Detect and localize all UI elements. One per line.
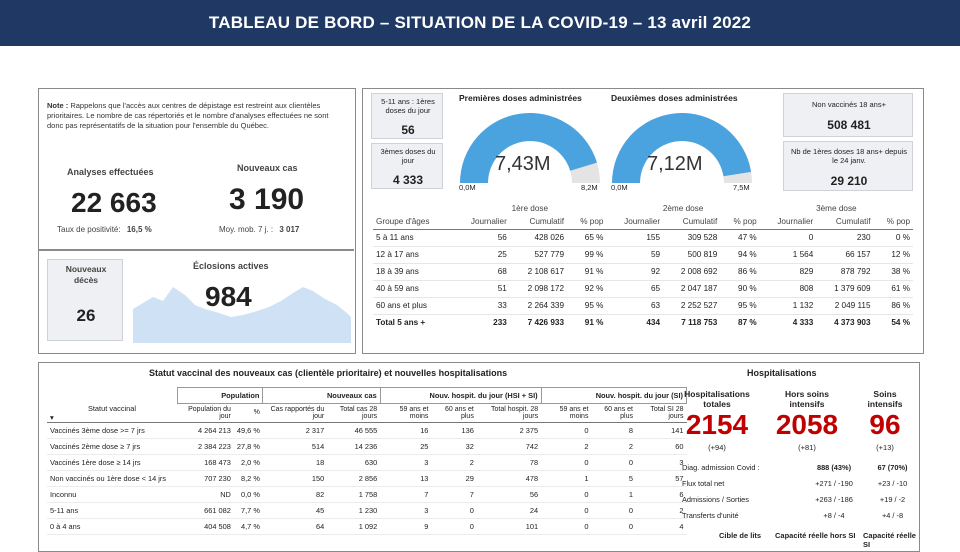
table-cell: 2 264 339	[510, 297, 567, 314]
diag-label: Diag. admission Covid :	[682, 462, 760, 472]
table-cell: 136	[431, 422, 476, 438]
hospital-si-delta: (+13)	[876, 443, 894, 452]
vaccination-table-wrap	[373, 201, 913, 331]
table-cell: 95 %	[720, 297, 759, 314]
kids-first-dose-label: 5-11 ans : 1ères doses du jour	[381, 97, 435, 115]
gauge1-title: Premières doses administrées	[459, 93, 582, 103]
dashboard-title-banner	[0, 0, 960, 46]
transfers-hors: +8 / -4	[823, 510, 845, 520]
admissions-label: Admissions / Sorties	[682, 494, 749, 504]
table-cell: 78	[477, 454, 541, 470]
table-cell: 45	[263, 502, 327, 518]
table-cell: 82	[263, 486, 327, 502]
transfers-label: Transferts d'unité	[682, 510, 739, 520]
table-row	[373, 246, 913, 263]
flux-label: Flux total net	[682, 478, 725, 488]
table-cell: 2 252 527	[663, 297, 720, 314]
table-cell: 99 %	[567, 246, 606, 263]
table-cell: 5 à 11 ans	[373, 229, 453, 246]
diag-row	[679, 459, 919, 475]
hospital-title: Hospitalisations	[747, 368, 817, 378]
table-cell: 7 426 933	[510, 314, 567, 331]
vaccination-panel	[362, 88, 924, 354]
table-cell: 0 %	[874, 229, 913, 246]
table-cell: 61 %	[874, 280, 913, 297]
col-pct-1[interactable]: % pop	[580, 217, 604, 227]
table-cell: 0,0 %	[234, 486, 263, 502]
table-cell: 12 %	[874, 246, 913, 263]
table-cell: 8	[591, 422, 636, 438]
status-col-population[interactable]: Population du jour	[188, 405, 231, 420]
table-total-row	[373, 314, 913, 331]
status-group-hospit-si: Nouv. hospit. du jour (SI)	[541, 388, 686, 404]
outbreaks-value: 984	[205, 281, 252, 312]
table-cell: 141	[636, 422, 687, 438]
table-cell: 0	[541, 486, 591, 502]
status-group-header-row	[47, 388, 687, 404]
table-cell: 25	[380, 438, 431, 454]
table-cell: 47 %	[720, 229, 759, 246]
unvaccinated-box	[783, 93, 913, 137]
table-row	[47, 422, 687, 438]
sort-icon[interactable]: ▾	[50, 412, 54, 422]
table-cell: 4,7 %	[234, 518, 263, 534]
table-cell: 95 %	[567, 297, 606, 314]
outbreaks-chart	[133, 257, 351, 343]
table-cell: 478	[477, 470, 541, 486]
diag-si: 67 (70%)	[877, 462, 908, 472]
new-first-doses-box	[783, 141, 913, 191]
table-cell: 514	[263, 438, 327, 454]
table-cell: 630	[327, 454, 380, 470]
table-cell: 38 %	[874, 263, 913, 280]
status-col-hosp-28[interactable]: Total hospit. 28 jours	[491, 405, 539, 420]
note-label: Note :	[47, 101, 69, 110]
third-dose-box	[371, 143, 443, 189]
col-daily-3[interactable]: Journalier	[777, 217, 814, 227]
table-row	[47, 502, 687, 518]
vaccination-table-body	[373, 229, 913, 331]
cap-si-label: Capacité réelle SI	[863, 531, 916, 549]
cap-hors-label: Capacité réelle hors SI	[775, 531, 856, 540]
third-dose-label: 3èmes doses du jour	[380, 147, 436, 165]
table-row	[47, 470, 687, 486]
table-cell: 2 098 172	[510, 280, 567, 297]
unvaccinated-label: Non vaccinés 18 ans+	[811, 100, 886, 109]
positivity-row	[57, 225, 152, 234]
table-cell: 742	[477, 438, 541, 454]
dashboard-title: TABLEAU DE BORD – SITUATION DE LA COVID-19 – 13 avril 2022	[208, 13, 752, 32]
status-group-new-cases: Nouveaux cas	[263, 388, 380, 404]
table-cell: 2 384 223	[177, 438, 234, 454]
col-cumulative-1[interactable]: Cumulatif	[529, 217, 565, 227]
table-cell: 63	[606, 297, 663, 314]
table-row	[47, 486, 687, 502]
table-cell: 92 %	[567, 280, 606, 297]
table-cell: 4	[636, 518, 687, 534]
third-dose-value: 4 333	[392, 173, 424, 187]
table-cell: 14 236	[327, 438, 380, 454]
table-cell: 661 082	[177, 502, 234, 518]
table-cell: Vaccinés 1ère dose ≥ 14 jrs	[47, 454, 177, 470]
hospital-total-label: Hospitalisations totales	[684, 389, 750, 409]
table-cell: ND	[177, 486, 234, 502]
table-cell: 94 %	[720, 246, 759, 263]
admissions-hors: +263 / -186	[815, 494, 853, 504]
table-cell: 51	[453, 280, 510, 297]
table-cell: 2 047 187	[663, 280, 720, 297]
table-row	[47, 454, 687, 470]
table-cell: 40 à 59 ans	[373, 280, 453, 297]
table-cell: 1 379 609	[816, 280, 873, 297]
table-cell: 66 157	[816, 246, 873, 263]
table-cell: 707 230	[177, 470, 234, 486]
table-cell: 13	[380, 470, 431, 486]
table-cell: 309 528	[663, 229, 720, 246]
table-cell: 6	[636, 486, 687, 502]
status-col-cases-28[interactable]: Total cas 28 jours	[339, 405, 378, 420]
table-cell: 7	[431, 486, 476, 502]
table-cell: 2	[636, 502, 687, 518]
testing-panel	[38, 88, 356, 354]
table-cell: 0	[760, 229, 817, 246]
table-cell: 2,0 %	[234, 454, 263, 470]
gauge1-value: 7,43M	[495, 153, 551, 175]
note-body: Rappelons que l'accès aux centres de dépistage est restreint aux clientèles prioritaires. Le nombre de cas répertoriés et le nombre d'analyses effectuées ne sont donc pas représentatifs de la situation pour l'ensemble du Québec.	[47, 101, 329, 130]
cible-label: Cible de lits	[719, 531, 762, 540]
table-row	[373, 280, 913, 297]
hospital-flow-table	[679, 459, 919, 523]
hospital-icu-label: Hors soins intensifs	[785, 389, 829, 409]
gauge2-max: 7,5M	[733, 183, 750, 192]
group-header-first-dose: 1ère dose	[511, 203, 549, 213]
kids-first-dose-box	[371, 93, 443, 139]
table-cell: 3	[380, 454, 431, 470]
col-cumulative-3[interactable]: Cumulatif	[835, 217, 871, 227]
table-cell: 2	[591, 438, 636, 454]
table-cell: 2	[431, 454, 476, 470]
positivity-value: 16,5 %	[126, 225, 152, 234]
table-cell: 12 à 17 ans	[373, 246, 453, 263]
status-table-wrap	[47, 387, 687, 535]
table-cell: 2 008 692	[663, 263, 720, 280]
table-cell: 808	[760, 280, 817, 297]
table-cell: 65 %	[567, 229, 606, 246]
table-cell: 64	[263, 518, 327, 534]
hospital-section	[679, 363, 919, 549]
table-cell: 87 %	[720, 314, 759, 331]
table-cell: 2 108 617	[510, 263, 567, 280]
unvaccinated-value: 508 481	[827, 118, 871, 132]
table-row	[47, 438, 687, 454]
outbreaks-label: Éclosions actives	[193, 261, 269, 271]
status-table	[47, 387, 687, 535]
status-col-status[interactable]	[47, 404, 177, 423]
status-panel	[38, 362, 920, 552]
table-cell: 155	[606, 229, 663, 246]
table-cell: 404 508	[177, 518, 234, 534]
table-cell: 56	[453, 229, 510, 246]
table-cell: 233	[453, 314, 510, 331]
table-cell: 1 758	[327, 486, 380, 502]
table-cell: Inconnu	[47, 486, 177, 502]
analyses-value: 22 663	[71, 187, 157, 218]
table-cell: 16	[380, 422, 431, 438]
divider	[39, 249, 354, 251]
analyses-label: Analyses effectuées	[67, 167, 154, 177]
status-col-cases-day[interactable]: Cas rapportés du jour	[270, 405, 325, 420]
table-cell: 1 132	[760, 297, 817, 314]
table-cell: 29	[431, 470, 476, 486]
table-cell: 1 092	[327, 518, 380, 534]
status-col-hosp-60[interactable]: 60 ans et plus	[445, 405, 474, 420]
table-cell: 829	[760, 263, 817, 280]
group-header-third-dose: 3ème dose	[816, 203, 857, 213]
table-cell: 46 555	[327, 422, 380, 438]
table-cell: 59	[606, 246, 663, 263]
table-cell: 1	[541, 470, 591, 486]
moving-average-label: Moy. mob. 7 j. :	[219, 225, 274, 234]
table-cell: 3	[636, 454, 687, 470]
table-cell: 24	[477, 502, 541, 518]
table-row	[373, 229, 913, 246]
gauge2-title: Deuxièmes doses administrées	[611, 93, 738, 103]
col-pct-3[interactable]: % pop	[886, 217, 910, 227]
table-cell: 0	[431, 518, 476, 534]
table-cell: 7	[380, 486, 431, 502]
table-cell: 0	[541, 422, 591, 438]
vaccination-column-header-row	[373, 215, 913, 229]
table-cell: 54 %	[874, 314, 913, 331]
admissions-si: +19 / -2	[879, 494, 906, 504]
flux-si: +23 / -10	[877, 478, 908, 488]
transfers-row	[679, 507, 919, 523]
table-cell: 428 026	[510, 229, 567, 246]
table-cell: 500 819	[663, 246, 720, 263]
group-header-second-dose: 2ème dose	[662, 203, 704, 213]
table-cell: 3	[380, 502, 431, 518]
status-column-header-row	[47, 404, 687, 423]
table-row	[373, 297, 913, 314]
col-age-group[interactable]: Groupe d'âges	[376, 217, 430, 227]
table-cell: 7,7 %	[234, 502, 263, 518]
table-cell: 1	[591, 486, 636, 502]
table-cell: 150	[263, 470, 327, 486]
table-cell: 5	[591, 470, 636, 486]
status-col-si-59[interactable]: 59 ans et moins	[559, 405, 589, 420]
table-cell: 5-11 ans	[47, 502, 177, 518]
table-cell: 7 118 753	[663, 314, 720, 331]
table-cell: 0	[591, 518, 636, 534]
hospital-total-value: 2154	[685, 409, 749, 440]
col-daily-2[interactable]: Journalier	[624, 217, 661, 227]
table-cell: 57	[636, 470, 687, 486]
status-title: Statut vaccinal des nouveaux cas (clientèle prioritaire) et nouvelles hospitalisations	[149, 368, 508, 378]
status-col-hosp-59[interactable]: 59 ans et moins	[399, 405, 429, 420]
table-cell: 8,2 %	[234, 470, 263, 486]
status-group-population: Population	[177, 388, 263, 404]
status-col-si-60[interactable]: 60 ans et plus	[604, 405, 633, 420]
status-col-si-28[interactable]: Total SI 28 jours	[650, 405, 684, 420]
table-cell: 0	[541, 518, 591, 534]
hospital-si-value: 96	[869, 409, 901, 440]
transfers-si: +4 / -8	[881, 510, 904, 520]
table-cell: 65	[606, 280, 663, 297]
hospital-total-delta: (+94)	[708, 443, 726, 452]
col-pct-2[interactable]: % pop	[733, 217, 757, 227]
table-cell: Vaccinés 2ème dose ≥ 7 jrs	[47, 438, 177, 454]
gauge2-min: 0,0M	[611, 183, 628, 192]
table-cell: 878 792	[816, 263, 873, 280]
table-cell: 1 564	[760, 246, 817, 263]
gauge1-max: 8,2M	[581, 183, 598, 192]
new-first-doses-label: Nb de 1ères doses 18 ans+ depuis le 24 janv.	[790, 147, 908, 165]
table-cell: 86 %	[720, 263, 759, 280]
vaccination-group-header-row	[373, 201, 913, 215]
table-cell: 18	[263, 454, 327, 470]
table-cell: 49,6 %	[234, 422, 263, 438]
hospital-si-label: Soins intensifs	[867, 389, 903, 409]
vaccination-table	[373, 201, 913, 331]
gauge2-value: 7,12M	[647, 153, 703, 175]
deaths-box	[47, 259, 123, 341]
cases-value: 3 190	[229, 183, 305, 216]
status-col-label: Statut vaccinal	[87, 403, 137, 413]
table-cell: 4 264 213	[177, 422, 234, 438]
table-cell: 18 à 39 ans	[373, 263, 453, 280]
status-group-hospit: Nouv. hospit. du jour (HSI + SI)	[380, 388, 541, 404]
table-cell: 4 333	[760, 314, 817, 331]
new-first-doses-value: 29 210	[830, 174, 868, 188]
table-cell: Vaccinés 3ème dose >= 7 jrs	[47, 422, 177, 438]
table-cell: Total 5 ans +	[373, 314, 453, 331]
table-cell: 527 779	[510, 246, 567, 263]
deaths-label: Nouveaux décès	[65, 264, 107, 285]
col-daily-1[interactable]: Journalier	[470, 217, 507, 227]
table-row	[373, 263, 913, 280]
table-cell: 86 %	[874, 297, 913, 314]
table-cell: 25	[453, 246, 510, 263]
table-cell: 0	[541, 502, 591, 518]
table-cell: 2 856	[327, 470, 380, 486]
table-cell: 0	[431, 502, 476, 518]
table-cell: 90 %	[720, 280, 759, 297]
flux-row	[679, 475, 919, 491]
gauge1-min: 0,0M	[459, 183, 476, 192]
note-text	[47, 101, 343, 131]
table-cell: 60	[636, 438, 687, 454]
deaths-value: 26	[76, 306, 96, 325]
flux-hors: +271 / -190	[815, 478, 853, 488]
table-cell: 56	[477, 486, 541, 502]
cases-label: Nouveaux cas	[237, 163, 298, 173]
table-cell: 91 %	[567, 314, 606, 331]
table-cell: 230	[816, 229, 873, 246]
table-cell: 2 049 115	[816, 297, 873, 314]
positivity-label: Taux de positivité:	[57, 225, 121, 234]
admissions-row	[679, 491, 919, 507]
table-cell: 0	[591, 502, 636, 518]
table-cell: 33	[453, 297, 510, 314]
table-cell: 2 317	[263, 422, 327, 438]
table-cell: 91 %	[567, 263, 606, 280]
table-cell: 4 373 903	[816, 314, 873, 331]
table-cell: 32	[431, 438, 476, 454]
table-row	[47, 518, 687, 534]
table-cell: 0 à 4 ans	[47, 518, 177, 534]
hospital-icu-delta: (+81)	[798, 443, 816, 452]
moving-average-row	[219, 225, 299, 234]
table-cell: 434	[606, 314, 663, 331]
table-cell: 9	[380, 518, 431, 534]
table-cell: 27,8 %	[234, 438, 263, 454]
table-cell: 2	[541, 438, 591, 454]
table-cell: 1 230	[327, 502, 380, 518]
table-cell: 0	[591, 454, 636, 470]
table-cell: 60 ans et plus	[373, 297, 453, 314]
table-cell: Non vaccinés ou 1ère dose < 14 jrs	[47, 470, 177, 486]
status-col-pct[interactable]: %	[253, 409, 260, 417]
diag-hors: 888 (43%)	[816, 462, 852, 472]
table-cell: 168 473	[177, 454, 234, 470]
table-cell: 0	[541, 454, 591, 470]
moving-average-value: 3 017	[279, 225, 300, 234]
status-table-body	[47, 422, 687, 534]
col-cumulative-2[interactable]: Cumulatif	[682, 217, 718, 227]
table-cell: 2 375	[477, 422, 541, 438]
hospital-icu-value: 2058	[775, 409, 839, 440]
table-cell: 101	[477, 518, 541, 534]
table-cell: 92	[606, 263, 663, 280]
table-cell: 68	[453, 263, 510, 280]
kids-first-dose-value: 56	[401, 123, 415, 137]
